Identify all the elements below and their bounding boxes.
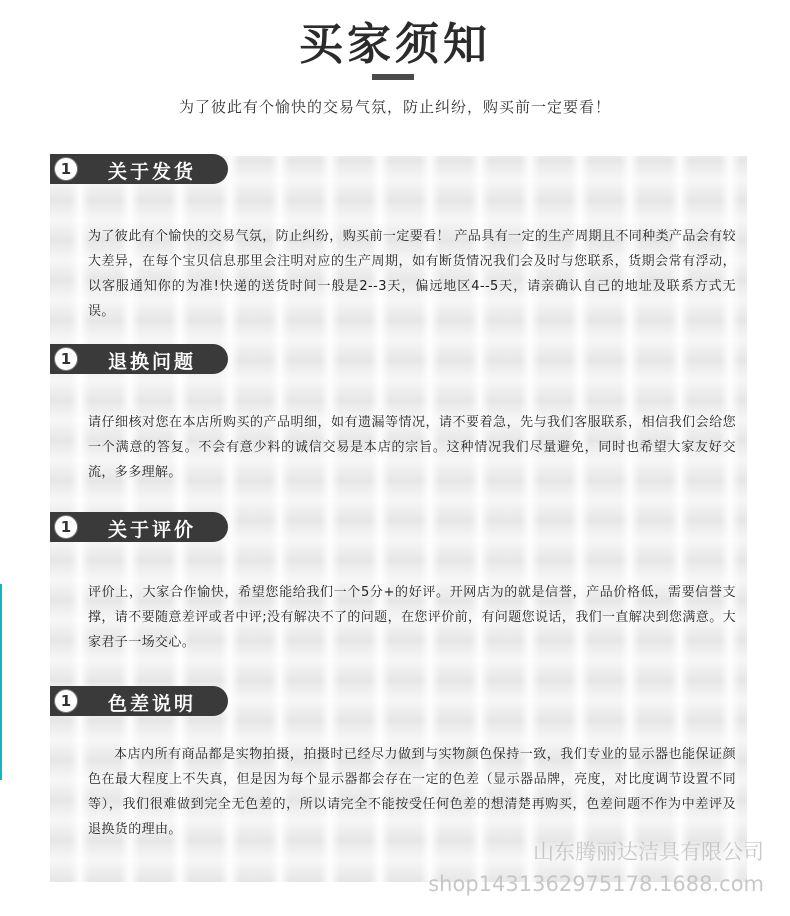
section-header-color-difference	[50, 686, 228, 716]
section-body-reviews: 评价上，大家合作愉快，希望您能给我们一个5分+的好评。开网店为的就是信誉，产品价格低，需要信誉支撑，请不要随意差评或者中评;没有解决不了的问题，在您评价前，有问题您说话，我们一直解决到您满意。大家君子一场交心。	[88, 585, 736, 650]
section-header-shipping	[50, 154, 228, 184]
section-body-shipping: 为了彼此有个愉快的交易气氛，防止纠纷，购买前一定要看！ 产品具有一定的生产周期且不同种类产品会有较大差异，在每个宝贝信息那里会注明对应的生产周期，如有断货情况我们会及时与您联系，货期会常有浮动，以客服通知你的为准!快递的送货时间一般是2--3天，偏远地区4--5天，请亲确认自己的地址及联系方式无误。	[88, 229, 736, 319]
section-title: 关于评价	[108, 519, 197, 541]
section-number-badge: 1	[54, 347, 78, 371]
accent-edge-line	[0, 584, 2, 780]
section-title: 关于发货	[108, 161, 197, 183]
section-body-color-difference: 本店内所有商品都是实物拍摄，拍摄时已经尽力做到与实物颜色保持一致，我们专业的显示器也能保证颜色在最大程度上不失真，但是因为每个显示器都会存在一定的色差（显示器品牌，亮度，对比度调节设置不同等），我们很难做到完全无色差的，所以请完全不能按受任何色差的想清楚再购买，色差问题不作为中差评及退换货的理由。	[88, 747, 736, 837]
watermark-shop-url: shop1431362975178.1688.com	[428, 872, 764, 896]
section-title: 退换问题	[108, 351, 197, 373]
title-underline	[372, 74, 414, 80]
page-title: 买家须知	[299, 19, 491, 70]
section-header-returns	[50, 344, 228, 374]
section-number-badge: 1	[54, 515, 78, 539]
section-title: 色差说明	[108, 693, 197, 715]
page-subtitle: 为了彼此有个愉快的交易气氛，防止纠纷，购买前一定要看！	[178, 98, 611, 116]
section-number-badge: 1	[54, 157, 78, 181]
watermark-company: 山东腾丽达洁具有限公司	[533, 840, 764, 864]
section-body-returns: 请仔细核对您在本店所购买的产品明细，如有遗漏等情况，请不要着急，先与我们客服联系，相信我们会给您一个满意的答复。不会有意少料的诚信交易是本店的宗旨。这种情况我们尽量避免，同时也希望大家友好交流，多多理解。	[88, 415, 736, 480]
section-header-reviews	[50, 512, 228, 542]
section-number-badge: 1	[54, 689, 78, 713]
